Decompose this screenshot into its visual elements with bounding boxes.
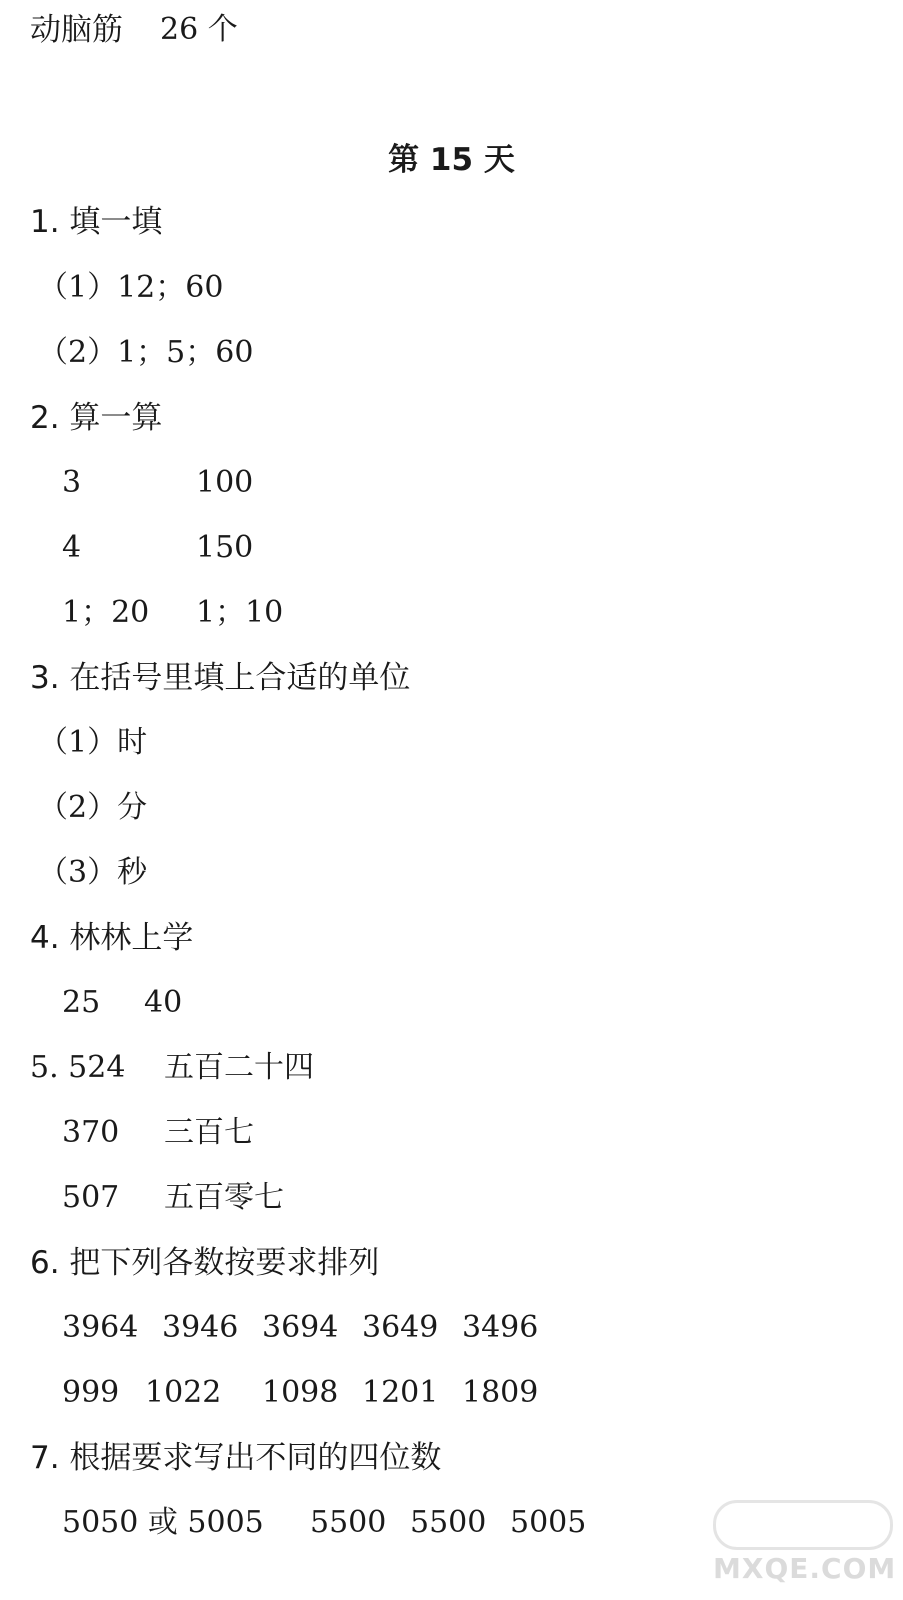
section-2-heading: 2. 算一算 [30, 400, 163, 436]
top-line-label: 动脑筋 [30, 12, 123, 48]
watermark-badge [713, 1500, 893, 1550]
section-1-item-1: （1）12；60 [38, 270, 224, 305]
section-1-heading: 1. 填一填 [30, 204, 163, 240]
section-4-heading: 4. 林林上学 [30, 920, 194, 956]
section-6-row-1-item-5: 3496 [462, 1310, 539, 1345]
section-6-row-1-item-1: 3964 [62, 1310, 139, 1345]
section-7-heading: 7. 根据要求写出不同的四位数 [30, 1440, 442, 1476]
watermark-logo [713, 1500, 897, 1590]
section-6-row-1-item-3: 3694 [262, 1310, 339, 1345]
section-3-item-1: （1）时 [38, 725, 148, 760]
top-line-value: 26 个 [160, 12, 238, 47]
section-6-row-2-item-1: 999 [62, 1375, 120, 1410]
section-6-row-1-item-2: 3946 [162, 1310, 239, 1345]
section-6-heading: 6. 把下列各数按要求排列 [30, 1245, 380, 1281]
section-2-row-1-b: 100 [196, 465, 254, 500]
section-3-item-2: （2）分 [38, 790, 148, 825]
section-6-row-2-item-3: 1098 [262, 1375, 339, 1410]
section-4-value-1: 25 [62, 985, 101, 1020]
section-7-value-4: 5005 [510, 1505, 587, 1540]
section-1-item-2: （2）1；5；60 [38, 335, 254, 370]
section-3-heading: 3. 在括号里填上合适的单位 [30, 660, 411, 696]
section-5-row-1-words: 五百二十四 [164, 1050, 314, 1085]
watermark-line-2: MXQE.COM [713, 1552, 897, 1585]
section-2-row-3-b: 1；10 [196, 595, 284, 630]
section-5-row-2-number: 370 [62, 1115, 120, 1150]
section-5-row-1-number: 5. 524 [30, 1050, 126, 1085]
section-6-row-2-item-4: 1201 [362, 1375, 439, 1410]
section-6-row-2-item-5: 1809 [462, 1375, 539, 1410]
section-5-row-3-words: 五百零七 [164, 1180, 284, 1215]
section-2-row-3-a: 1；20 [62, 595, 150, 630]
section-5-row-3-number: 507 [62, 1180, 120, 1215]
section-2-row-2-b: 150 [196, 530, 254, 565]
section-7-value-1: 5050 或 5005 [62, 1505, 264, 1540]
section-3-item-3: （3）秒 [38, 855, 148, 890]
section-4-value-2: 40 [144, 985, 183, 1020]
section-5-row-2-words: 三百七 [164, 1115, 254, 1150]
section-2-row-2-a: 4 [62, 530, 82, 565]
section-6-row-2-item-2: 1022 [145, 1375, 222, 1410]
section-7-value-2: 5500 [310, 1505, 387, 1540]
section-7-value-3: 5500 [410, 1505, 487, 1540]
page-title: 第 15 天 [388, 142, 515, 178]
section-2-row-1-a: 3 [62, 465, 82, 500]
section-6-row-1-item-4: 3649 [362, 1310, 439, 1345]
